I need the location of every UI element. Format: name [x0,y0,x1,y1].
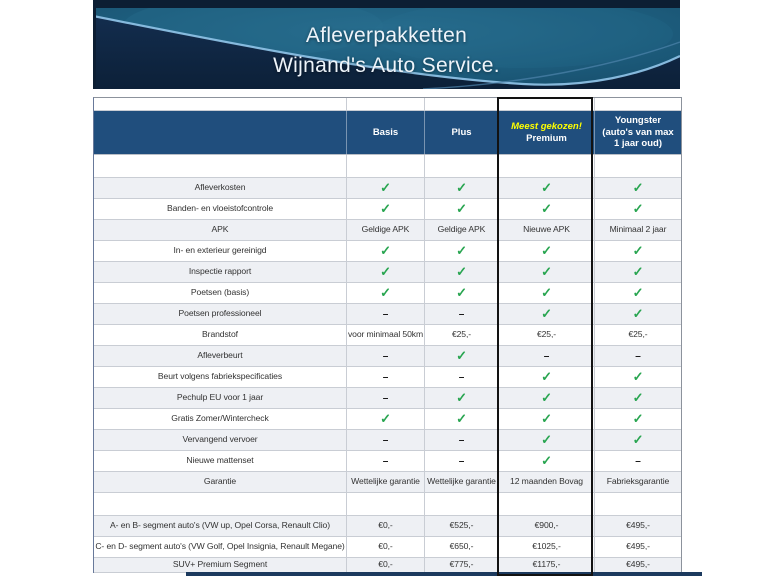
spacer-row [94,155,681,178]
table-row [94,262,681,283]
row-label: Afleverbeurt [197,350,243,361]
row-label: Beurt volgens fabriekspecificaties [157,371,283,382]
cell-value: €650,- [424,537,498,557]
dash-icon: – [346,346,424,366]
check-icon: ✓ [498,388,594,408]
empty-cell [594,155,681,177]
dash-icon: – [594,451,681,471]
row-label: Poetsen (basis) [190,287,250,298]
dash-icon: – [594,346,681,366]
row-label: Afleverkosten [194,182,246,193]
banner-title-line2: Wijnand's Auto Service. [273,54,500,77]
cell-value: €495,- [594,516,681,536]
table-header-row [94,111,681,155]
empty-cell [424,493,498,515]
dash-icon: – [346,304,424,324]
check-icon: ✓ [346,283,424,303]
table-row [94,388,681,409]
row-label: Brandstof [202,329,238,340]
check-icon: ✓ [498,409,594,429]
table-row [94,409,681,430]
cell-value: €25,- [594,325,681,345]
table-row [94,325,681,346]
check-icon: ✓ [346,199,424,219]
cell-value: €0,- [346,558,424,572]
check-icon: ✓ [424,283,498,303]
check-icon: ✓ [498,367,594,387]
column-header-basis: Basis [346,111,424,154]
table-row [94,537,681,558]
premium-badge: Meest gekozen! [511,120,582,132]
check-icon: ✓ [594,178,681,198]
row-label: Pechulp EU voor 1 jaar [176,392,264,403]
cell-value: €775,- [424,558,498,572]
check-icon: ✓ [498,451,594,471]
row-label: Inspectie rapport [188,266,252,277]
table-row [94,451,681,472]
empty-cell [498,98,594,110]
column-header-plus: Plus [424,111,498,154]
check-icon: ✓ [594,304,681,324]
cell-value: €1175,- [498,558,594,572]
cell-value: Geldige APK [424,220,498,240]
cell-value: €495,- [594,537,681,557]
check-icon: ✓ [594,367,681,387]
row-label: Gratis Zomer/Wintercheck [171,413,269,424]
check-icon: ✓ [594,409,681,429]
spacer-row [94,493,681,516]
table-row [94,199,681,220]
empty-cell [594,493,681,515]
check-icon: ✓ [498,199,594,219]
dash-icon: – [424,304,498,324]
table-row [94,430,681,451]
premium-label: Premium [526,132,567,144]
check-icon: ✓ [498,430,594,450]
check-icon: ✓ [424,388,498,408]
dash-icon: – [424,430,498,450]
banner [93,0,680,89]
cell-value: Geldige APK [346,220,424,240]
cell-value: €1025,- [498,537,594,557]
banner-title [93,21,680,81]
table-row [94,367,681,388]
table-row [94,220,681,241]
table-row [94,346,681,367]
check-icon: ✓ [424,241,498,261]
column-header-blank [94,111,346,154]
cell-value: €0,- [346,537,424,557]
check-icon: ✓ [498,304,594,324]
empty-cell [94,98,346,110]
check-icon: ✓ [498,283,594,303]
cell-value: €25,- [424,325,498,345]
check-icon: ✓ [594,241,681,261]
empty-cell [594,98,681,110]
empty-cell [346,98,424,110]
dash-icon: – [424,451,498,471]
check-icon: ✓ [594,430,681,450]
empty-cell [424,155,498,177]
empty-cell [424,98,498,110]
table-row [94,472,681,493]
empty-cell [346,155,424,177]
table-row [94,304,681,325]
dash-icon: – [498,346,594,366]
cell-value: €900,- [498,516,594,536]
table-top-strip [94,98,681,111]
check-icon: ✓ [424,262,498,282]
table-row [94,178,681,199]
dash-icon: – [346,451,424,471]
check-icon: ✓ [594,199,681,219]
empty-cell [498,493,594,515]
cell-value: €495,- [594,558,681,572]
check-icon: ✓ [424,199,498,219]
row-label: Banden- en vloeistofcontrole [166,203,274,214]
cell-value: Fabrieksgarantie [594,472,681,492]
cell-value: Nieuwe APK [498,220,594,240]
row-label: In- en exterieur gereinigd [173,245,267,256]
row-label: Nieuwe mattenset [186,455,254,466]
dash-icon: – [346,367,424,387]
dash-icon: – [424,367,498,387]
cell-value: €525,- [424,516,498,536]
check-icon: ✓ [424,178,498,198]
column-header-youngster: Youngster (auto's van max 1 jaar oud) [594,111,681,154]
cell-value: Wettelijke garantie [424,472,498,492]
cell-value: Minimaal 2 jaar [594,220,681,240]
dash-icon: – [346,430,424,450]
check-icon: ✓ [346,262,424,282]
row-label: C- en D- segment auto's (VW Golf, Opel Insignia, Renault Megane) [95,541,345,552]
cell-value: €0,- [346,516,424,536]
row-label: A- en B- segment auto's (VW up, Opel Corsa, Renault Clio) [110,520,330,531]
check-icon: ✓ [424,346,498,366]
empty-cell [346,493,424,515]
check-icon: ✓ [498,178,594,198]
check-icon: ✓ [346,241,424,261]
empty-cell [498,155,594,177]
check-icon: ✓ [594,283,681,303]
row-label: SUV+ Premium Segment [172,559,268,570]
check-icon: ✓ [346,178,424,198]
bottom-bar [186,572,702,576]
column-header-premium [498,111,594,154]
banner-title-line1: Afleverpakketten [305,24,468,47]
check-icon: ✓ [594,388,681,408]
cell-value: €25,- [498,325,594,345]
table-row [94,283,681,304]
row-label: APK [211,224,229,235]
cell-value: Wettelijke garantie [346,472,424,492]
check-icon: ✓ [498,241,594,261]
table-row [94,516,681,537]
table-row [94,558,681,573]
row-label [94,155,346,177]
dash-icon: – [346,388,424,408]
check-icon: ✓ [346,409,424,429]
row-label: Vervangend vervoer [182,434,258,445]
row-label [94,493,346,515]
check-icon: ✓ [498,262,594,282]
row-label: Garantie [203,476,237,487]
table-row [94,241,681,262]
check-icon: ✓ [594,262,681,282]
row-label: Poetsen professioneel [178,308,262,319]
check-icon: ✓ [424,409,498,429]
package-comparison-table [93,97,682,573]
cell-value: 12 maanden Bovag [498,472,594,492]
cell-value: voor minimaal 50km [346,325,424,345]
